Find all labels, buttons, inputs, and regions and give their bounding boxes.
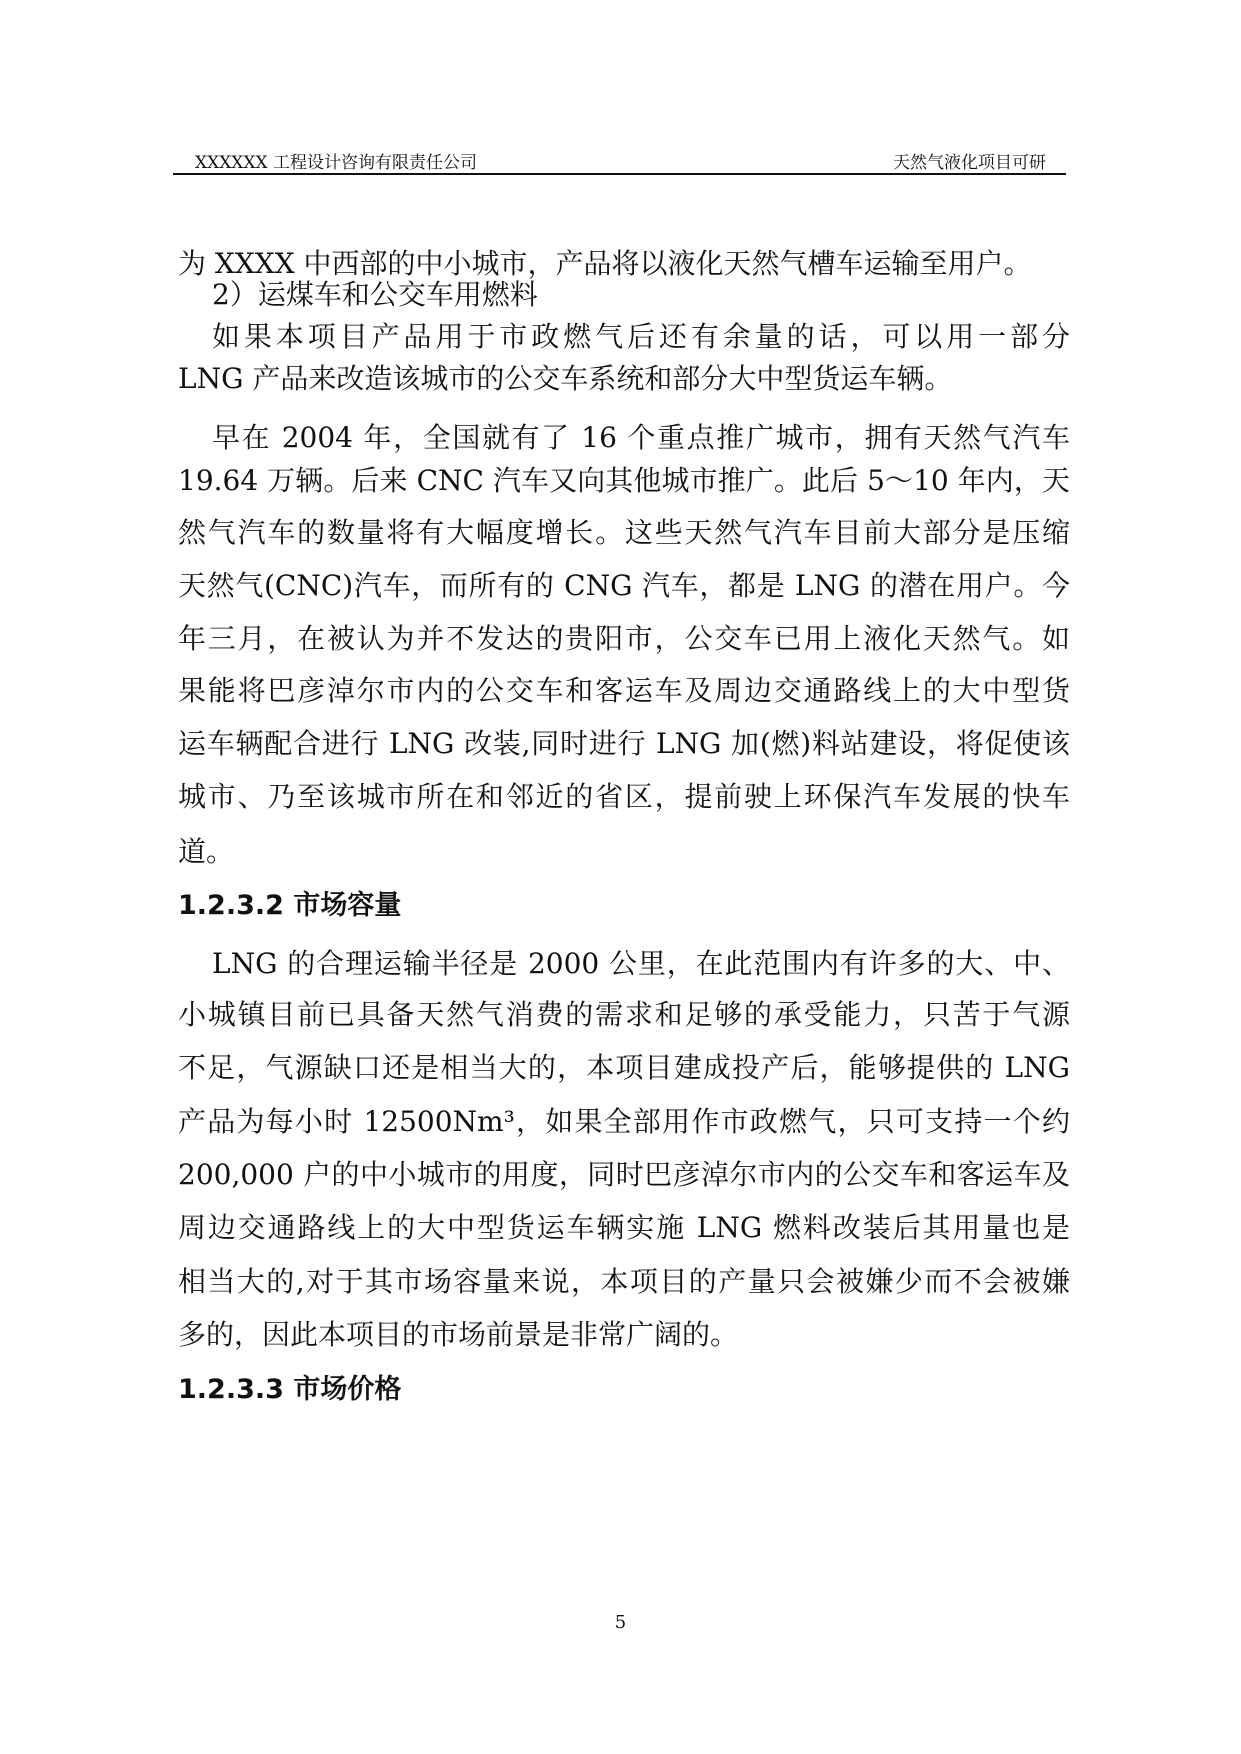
text-line: 周边交通路线上的大中型货运车辆实施 LNG 燃料改装后其用量也是 [178, 1211, 1070, 1244]
paragraph-start-line: 早在 2004 年，全国就有了 16 个重点推广城市，拥有天然气汽车 [212, 421, 1070, 454]
header-project-title: 天然气液化项目可研 [893, 153, 1046, 173]
text-line: 相当大的,对于其市场容量来说，本项目的产量只会被嫌少而不会被嫌 [178, 1265, 1070, 1298]
header-company: XXXXXX 工程设计咨询有限责任公司 [195, 153, 478, 173]
text-line: 年三月，在被认为并不发达的贵阳市，公交车已用上液化天然气。如 [178, 622, 1070, 655]
section-heading-market-capacity: 1.2.3.2 市场容量 [178, 890, 402, 921]
text-line: 200,000 户的中小城市的用度，同时巴彦淖尔市内的公交车和客运车及 [178, 1158, 1070, 1191]
text-line: 运车辆配合进行 LNG 改装,同时进行 LNG 加(燃)料站建设，将促使该 [178, 727, 1070, 760]
section-heading-market-price: 1.2.3.3 市场价格 [178, 1374, 402, 1405]
paragraph-start-line: LNG 的合理运输半径是 2000 公里，在此范围内有许多的大、中、 [212, 947, 1070, 980]
text-line: 19.64 万辆。后来 CNC 汽车又向其他城市推广。此后 5～10 年内，天 [178, 464, 1070, 497]
text-line: 小城镇目前已具备天然气消费的需求和足够的承受能力，只苦于气源 [178, 998, 1070, 1031]
text-line: 道。 [178, 835, 235, 868]
text-line: 果能将巴彦淖尔市内的公交车和客运车及周边交通路线上的大中型货 [178, 674, 1070, 707]
text-line: LNG 产品来改造该城市的公交车系统和部分大中型货运车辆。 [178, 362, 953, 395]
header-divider [173, 173, 1066, 175]
page-number: 5 [614, 1612, 627, 1633]
text-line: 然气汽车的数量将有大幅度增长。这些天然气汽车目前大部分是压缩 [178, 516, 1070, 549]
paragraph-start-line: 如果本项目产品用于市政燃气后还有余量的话，可以用一部分 [212, 320, 1070, 353]
text-line: 多的，因此本项目的市场前景是非常广阔的。 [178, 1318, 739, 1351]
text-line: 为 XXXX 中西部的中小城市，产品将以液化天然气槽车运输至用户。 [178, 247, 1032, 280]
list-item-label: 2）运煤车和公交车用燃料 [212, 278, 538, 311]
text-line: 城市、乃至该城市所在和邻近的省区，提前驶上环保汽车发展的快车 [178, 780, 1070, 813]
text-line: 天然气(CNC)汽车，而所有的 CNG 汽车，都是 LNG 的潜在用户。今 [178, 569, 1070, 602]
text-line: 产品为每小时 12500Nm³，如果全部用作市政燃气，只可支持一个约 [178, 1105, 1070, 1138]
text-line: 不足，气源缺口还是相当大的，本项目建成投产后，能够提供的 LNG [178, 1051, 1070, 1084]
page-header [173, 148, 1066, 174]
